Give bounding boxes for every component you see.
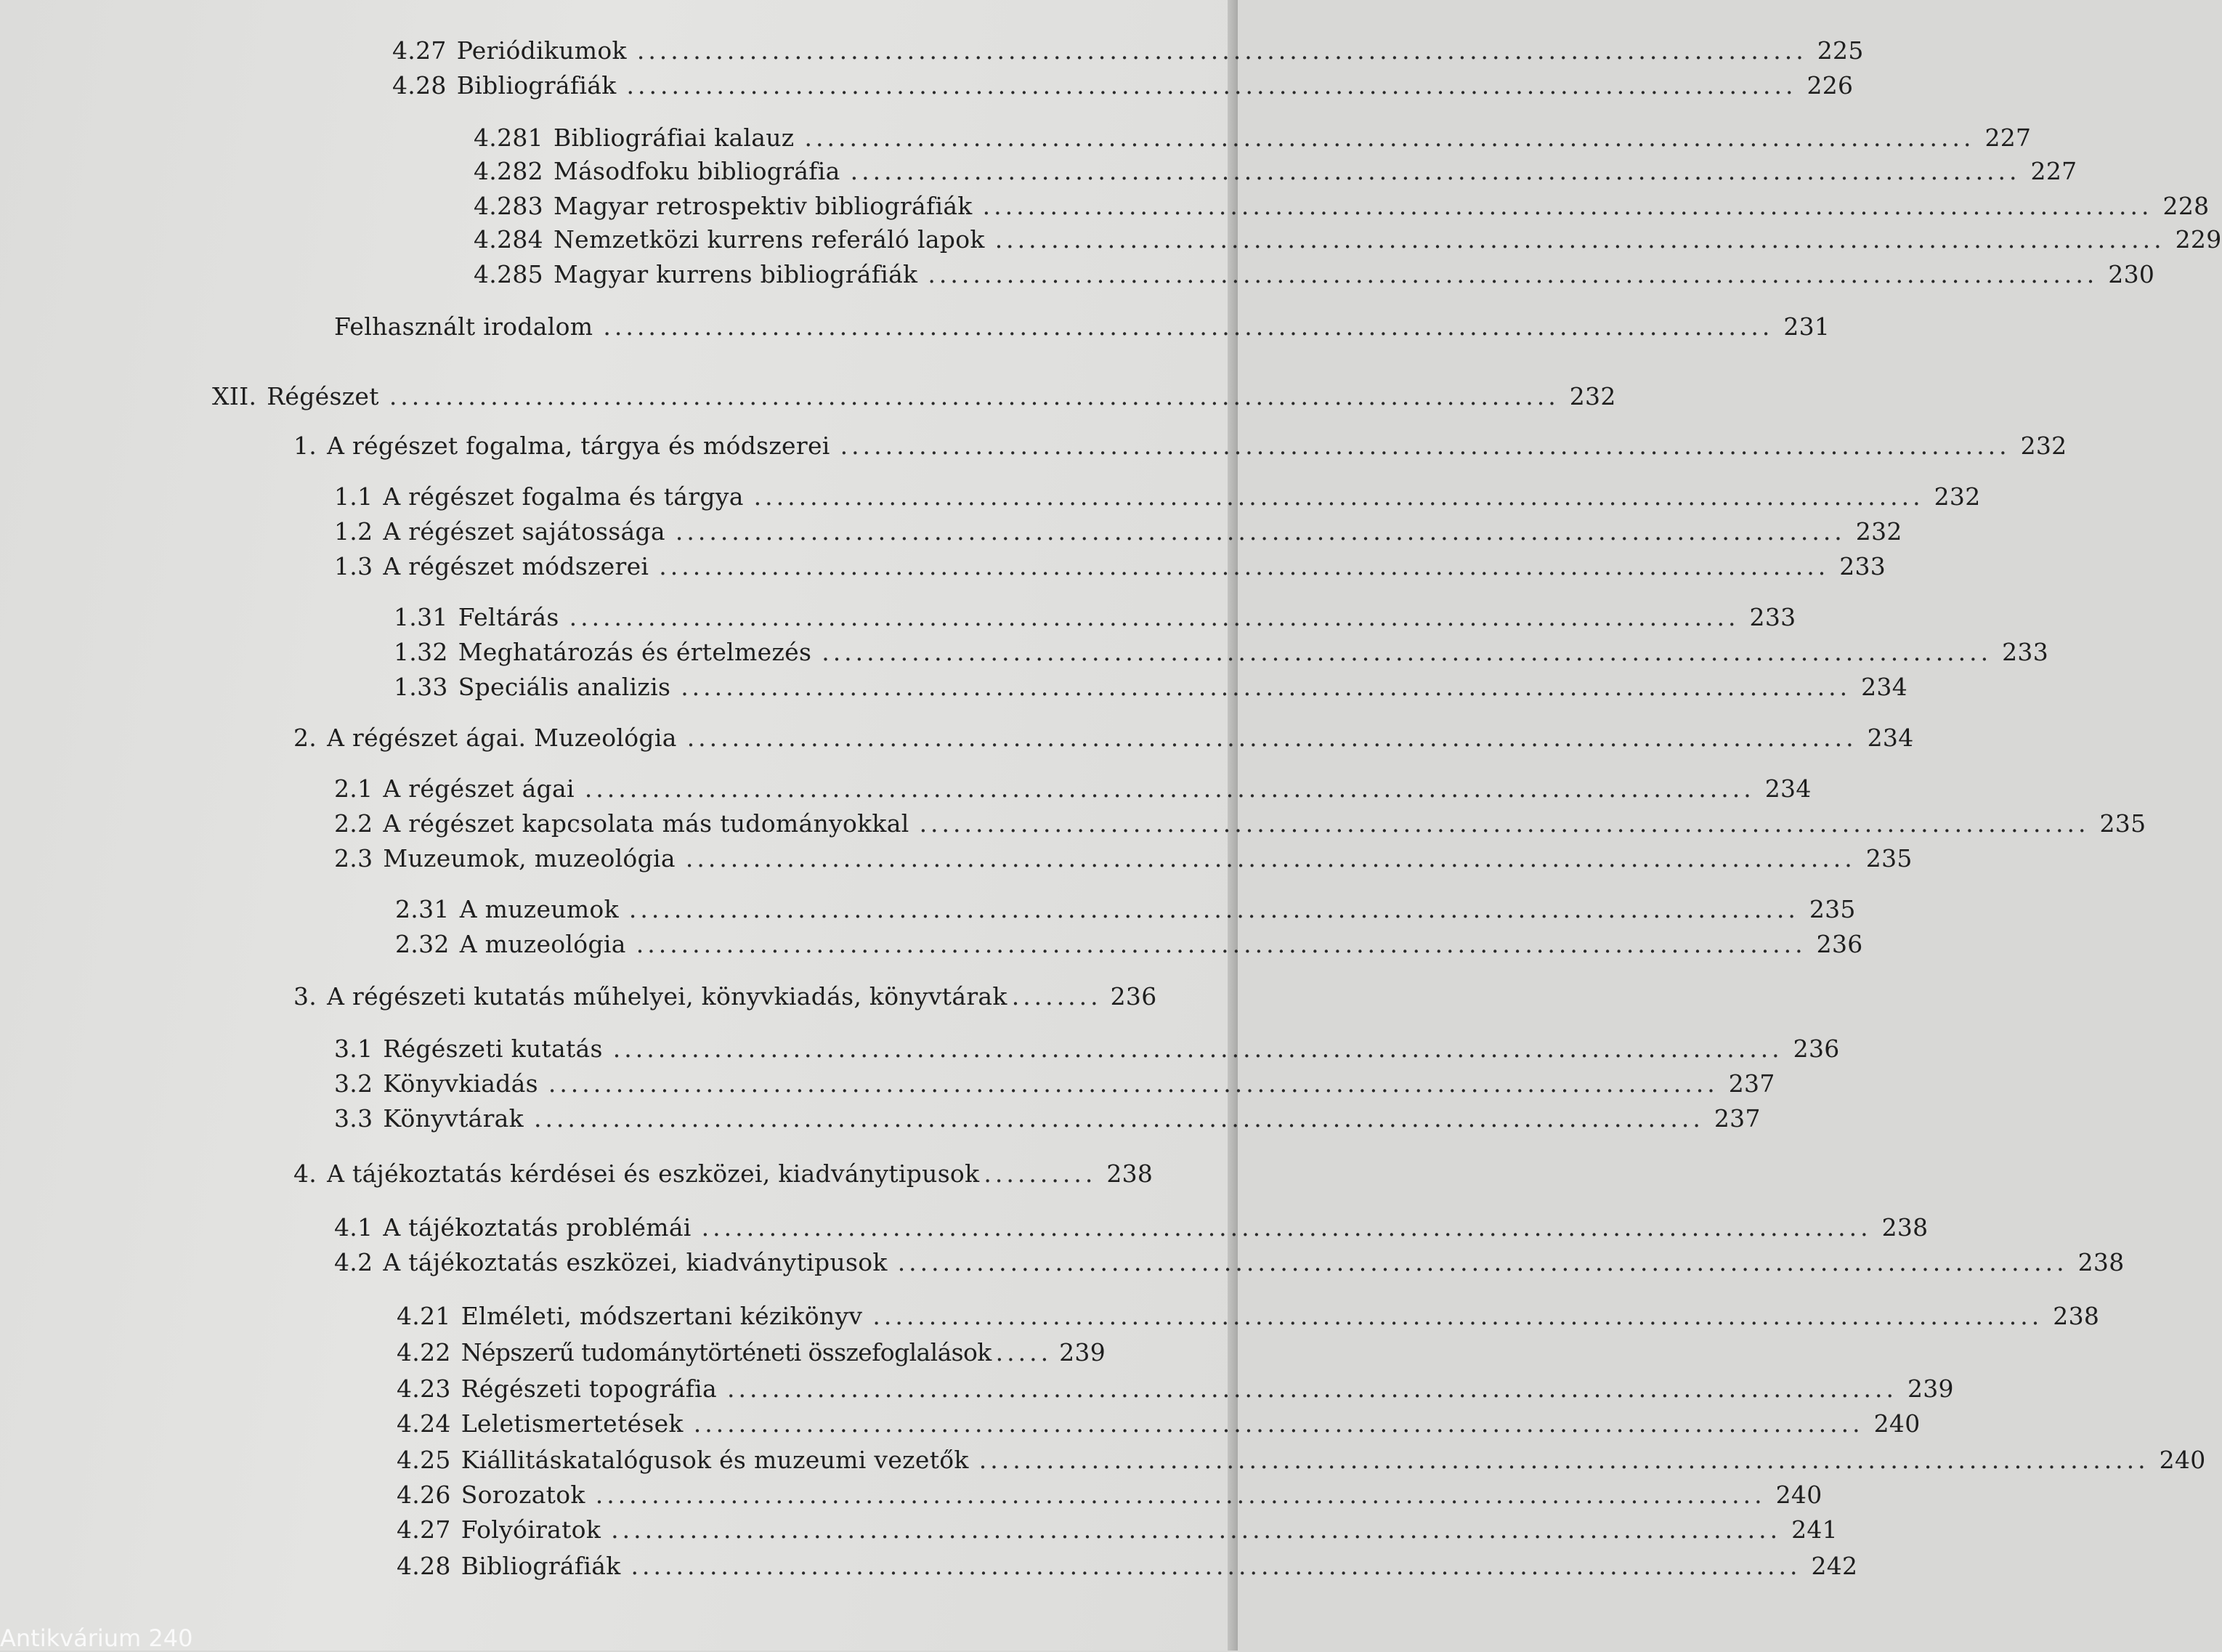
toc-entry (397, 1408, 1921, 1440)
toc-entry (293, 722, 1914, 754)
toc-entry-title: Másodfoku bibliográfia (553, 157, 840, 185)
toc-entry-page: 239 (1059, 1338, 1106, 1366)
toc-entry (392, 70, 1854, 102)
toc-entry-page: 234 (1867, 724, 1914, 752)
toc-entry (397, 1444, 2206, 1476)
toc-entry (334, 1033, 1840, 1065)
toc-entry-page: 240 (1775, 1481, 1822, 1509)
toc-entry-title: A tájékoztatás eszközei, kiadványtipusok (383, 1248, 888, 1276)
toc-entry-page: 234 (1764, 774, 1812, 803)
toc-entry-title: A tájékoztatás problémái (383, 1213, 692, 1242)
toc-leader-dots: ........................................................................................................ (919, 809, 2090, 838)
toc-leader-dots: ........................................................................................................ (727, 1374, 1897, 1403)
toc-entry-number: 4.28 (392, 71, 447, 100)
toc-leader-dots: ........ (1011, 982, 1102, 1011)
toc-entry-number: 4.27 (397, 1515, 451, 1544)
toc-entry-title: A régészet sajátossága (383, 517, 665, 546)
toc-entry (293, 981, 1199, 1013)
toc-entry-page: 236 (1793, 1034, 1840, 1063)
toc-entry-page: 234 (1861, 673, 1908, 701)
toc-entry-number: 4.282 (474, 157, 543, 185)
toc-entry (397, 1479, 1822, 1511)
toc-leader-dots: ........................................................................................................ (872, 1302, 2043, 1330)
toc-leader-dots: ........................................................................................................ (628, 895, 1799, 923)
toc-entry (334, 551, 1886, 583)
toc-entry (334, 1247, 2125, 1279)
toc-leader-dots: ........................................................................................................ (389, 382, 1560, 410)
toc-leader-dots: ........................................................................................................ (626, 71, 1797, 100)
toc-entry (212, 381, 1616, 413)
toc-leader-dots: ........................................................................................................ (659, 552, 1830, 580)
toc-entry (334, 808, 2146, 840)
toc-leader-dots: ..... (995, 1338, 1053, 1366)
toc-leader-dots: ........................................................................................................ (630, 1552, 1801, 1580)
toc-entry-page: 232 (1569, 382, 1616, 410)
toc-entry (394, 602, 1796, 633)
toc-entry-title: Bibliográfiák (461, 1552, 621, 1580)
toc-entry-title: Speciális analizis (458, 673, 671, 701)
toc-entry-page: 227 (1984, 124, 2032, 152)
toc-entry-number: 1.31 (394, 603, 448, 631)
toc-leader-dots: ........................................................................................................ (603, 312, 1774, 341)
toc-entry-title: Bibliográfiák (456, 71, 617, 100)
toc-entry (474, 155, 2077, 187)
toc-entry-number: 4.1 (334, 1213, 373, 1242)
toc-leader-dots: ........................................................................................................ (753, 482, 1924, 511)
toc-entry-page: 236 (1816, 930, 1863, 958)
toc-leader-dots: ........................................................................................................ (693, 1409, 1864, 1438)
toc-entry-page: 228 (2162, 192, 2210, 220)
toc-leader-dots: ........................................................................................................ (928, 260, 2099, 288)
toc-entry (392, 35, 1864, 67)
toc-entry-page: 235 (1865, 844, 1913, 872)
toc-entry-title: A muzeumok (459, 895, 619, 923)
toc-entry-number: 4.26 (397, 1481, 451, 1509)
toc-leader-dots: ........................................................................................................ (675, 517, 1846, 546)
toc-entry-title: Régészet (267, 382, 379, 410)
toc-leader-dots: ........................................................................................................ (850, 157, 2021, 185)
toc-entry-number: 3. (293, 982, 317, 1011)
toc-leader-dots: ........................................................................................................ (533, 1104, 1704, 1133)
toc-entry-number: 4.28 (397, 1552, 451, 1580)
toc-entry (397, 1300, 2100, 1332)
toc-entry-number: 4.281 (474, 124, 543, 152)
toc-entry-title: Periódikumok (456, 36, 627, 65)
toc-entry-title: A régészet ágai (383, 774, 575, 803)
toc-entry-title: A régészet módszerei (383, 552, 649, 580)
toc-entry (397, 1514, 1838, 1546)
toc-entry-number: 4.25 (397, 1446, 451, 1474)
toc-entry-title: A régészet ágai. Muzeológia (327, 724, 677, 752)
toc-entry-title: A régészet fogalma és tárgya (383, 482, 744, 511)
toc-entry-title: Sorozatok (461, 1481, 585, 1509)
toc-entry-page: 233 (2002, 638, 2049, 666)
toc-entry-page: 233 (1839, 552, 1886, 580)
toc-entry-title: Bibliográfiai kalauz (553, 124, 795, 152)
toc-entry (474, 190, 2210, 222)
toc-entry-page: 238 (1881, 1213, 1929, 1242)
toc-entry-number: 1.3 (334, 552, 373, 580)
toc-entry (334, 1068, 1775, 1100)
toc-entry-number: 2.1 (334, 774, 373, 803)
toc-entry-number: 2.2 (334, 809, 373, 838)
toc-entry-page: 238 (1106, 1159, 1153, 1188)
toc-entry-title: Feltárás (458, 603, 559, 631)
toc-leader-dots: ........................................................................................................ (685, 844, 1856, 872)
toc-entry-page: 235 (2099, 809, 2146, 838)
toc-entry-page: 236 (1110, 982, 1157, 1011)
toc-entry-number: 1.33 (394, 673, 448, 701)
toc-leader-dots: ........................................................................................................ (978, 1446, 2149, 1474)
toc-entry (474, 122, 2032, 154)
toc-entry (397, 1337, 1204, 1369)
toc-entry-number: 3.1 (334, 1034, 373, 1063)
toc-entry-page: 242 (1811, 1552, 1858, 1580)
toc-entry (334, 516, 1902, 548)
toc-entry (474, 259, 2155, 291)
toc-leader-dots: ........................................................................................................ (612, 1034, 1783, 1063)
toc-leader-dots: ........................................................................................................ (686, 724, 1857, 752)
toc-entry-title: A tájékoztatás kérdései és eszközei, kiadványtipusok (327, 1159, 980, 1188)
toc-entry-page: 239 (1907, 1374, 1954, 1403)
toc-leader-dots: .......... (984, 1159, 1097, 1188)
toc-entry-title: Könyvkiadás (383, 1069, 538, 1098)
toc-entry-page: 238 (2053, 1302, 2100, 1330)
toc-entry-page: 232 (1855, 517, 1902, 546)
toc-entry (394, 636, 2049, 668)
toc-entry (394, 671, 1908, 703)
toc-entry-title: Nemzetközi kurrens referáló lapok (553, 225, 985, 254)
toc-entry-number: 4.24 (397, 1409, 451, 1438)
toc-entry-title: A régészet fogalma, tárgya és módszerei (327, 432, 830, 460)
toc-entry-title: Folyóiratok (461, 1515, 601, 1544)
toc-leader-dots: ........................................................................................................ (840, 432, 2011, 460)
toc-entry-title: Felhasznált irodalom (334, 312, 593, 341)
toc-entry-number: 2.31 (395, 895, 450, 923)
toc-leader-dots: ........................................................................................................ (994, 225, 2165, 254)
toc-entry-number: 1. (293, 432, 317, 460)
toc-entry-page: 230 (2108, 260, 2155, 288)
footer-watermark: Antikvárium 240 (0, 1624, 193, 1652)
toc-entry-page: 229 (2175, 225, 2222, 254)
toc-leader-dots: ........................................................................................................ (569, 603, 1740, 631)
toc-entry-number: 4. (293, 1159, 317, 1188)
toc-entry-title: Elméleti, módszertani kézikönyv (461, 1302, 863, 1330)
toc-entry-title: Meghatározás és értelmezés (458, 638, 812, 666)
toc-entry-title: Népszerű tudománytörténeti összefoglalások (461, 1338, 992, 1366)
toc-entry (334, 1103, 1761, 1135)
toc-entry-number: 4.285 (474, 260, 543, 288)
toc-entry-page: 237 (1728, 1069, 1775, 1098)
toc-entry-title: A régészeti kutatás műhelyei, könyvkiadás, könyvtárak (327, 982, 1007, 1011)
toc-leader-dots: ........................................................................................................ (636, 36, 1807, 65)
toc-leader-dots: ........................................................................................................ (822, 638, 1992, 666)
toc-entry-page: 227 (2030, 157, 2077, 185)
toc-leader-dots: ........................................................................................................ (804, 124, 1975, 152)
toc-entry-page: 233 (1749, 603, 1796, 631)
toc-entry-page: 232 (2020, 432, 2067, 460)
toc-entry (395, 894, 1856, 926)
toc-leader-dots: ........................................................................................................ (982, 192, 2153, 220)
toc-entry-title: A muzeológia (459, 930, 626, 958)
toc-entry (397, 1373, 1954, 1405)
toc-entry (395, 928, 1863, 960)
toc-entry-page: 237 (1714, 1104, 1761, 1133)
toc-leader-dots: ........................................................................................................ (548, 1069, 1719, 1098)
toc-entry (334, 843, 1913, 875)
toc-entry-number: 2. (293, 724, 317, 752)
toc-entry (293, 430, 2067, 462)
toc-entry-title: Régészeti kutatás (383, 1034, 603, 1063)
toc-entry-number: 4.21 (397, 1302, 451, 1330)
toc-entry-number: 4.27 (392, 36, 447, 65)
toc-leader-dots: ........................................................................................................ (681, 673, 1852, 701)
toc-entry (334, 773, 1812, 805)
toc-entry-number: 4.22 (397, 1338, 451, 1366)
toc-entry-title: Könyvtárak (383, 1104, 524, 1133)
toc-entry-number: 2.32 (395, 930, 450, 958)
toc-entry-title: Magyar retrospektiv bibliográfiák (553, 192, 973, 220)
toc-entry-page: 231 (1783, 312, 1830, 341)
toc-entry-page: 225 (1817, 36, 1864, 65)
toc-entry-title: Régészeti topográfia (461, 1374, 718, 1403)
toc-entry-number: 2.3 (334, 844, 373, 872)
toc-entry (334, 311, 1830, 343)
toc-entry-title: Kiállitáskatalógusok és muzeumi vezetők (461, 1446, 969, 1474)
toc-entry-number: XII. (212, 382, 257, 410)
toc-entry-title: Magyar kurrens bibliográfiák (553, 260, 918, 288)
toc-entry-number: 3.3 (334, 1104, 373, 1133)
toc-entry-page: 232 (1934, 482, 1981, 511)
toc-entry (397, 1550, 1858, 1582)
toc-entry-number: 4.2 (334, 1248, 373, 1276)
toc-leader-dots: ........................................................................................................ (636, 930, 1807, 958)
toc-entry-title: Muzeumok, muzeológia (383, 844, 676, 872)
toc-entry-number: 4.284 (474, 225, 543, 254)
toc-leader-dots: ........................................................................................................ (595, 1481, 1766, 1509)
toc-entry-number: 4.23 (397, 1374, 451, 1403)
toc-entry-number: 1.2 (334, 517, 373, 546)
toc-entry-page: 238 (2077, 1248, 2125, 1276)
toc-entry (334, 1212, 1929, 1244)
toc-entry-page: 226 (1807, 71, 1854, 100)
toc-leader-dots: ........................................................................................................ (584, 774, 1755, 803)
toc-entry-title: Leletismertetések (461, 1409, 684, 1438)
toc-entry-number: 3.2 (334, 1069, 373, 1098)
toc-entry-number: 4.283 (474, 192, 543, 220)
toc-entry-page: 240 (2159, 1446, 2206, 1474)
toc-leader-dots: ........................................................................................................ (897, 1248, 2068, 1276)
toc-entry-title: A régészet kapcsolata más tudományokkal (383, 809, 909, 838)
toc-entry (334, 481, 1981, 513)
toc-entry-page: 241 (1791, 1515, 1838, 1544)
toc-leader-dots: ........................................................................................................ (701, 1213, 1872, 1242)
toc-entry (293, 1158, 1203, 1190)
toc-entry (474, 224, 2222, 256)
toc-entry-number: 1.1 (334, 482, 373, 511)
toc-entry-number: 1.32 (394, 638, 448, 666)
toc-entry-page: 240 (1873, 1409, 1921, 1438)
toc-leader-dots: ........................................................................................................ (611, 1515, 1782, 1544)
toc-entry-page: 235 (1809, 895, 1856, 923)
